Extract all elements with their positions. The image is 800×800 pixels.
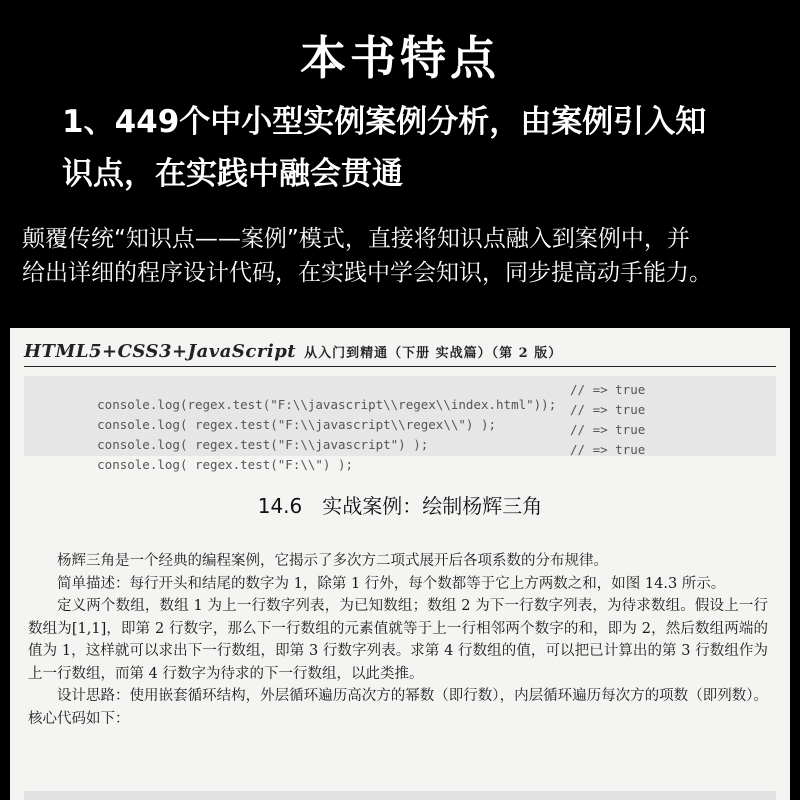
feature-heading — [62, 96, 762, 200]
code-line — [52, 382, 646, 412]
banner-title: 本书特点 — [300, 31, 500, 85]
feature-line: 识点，在实践中融会贯通 — [62, 156, 403, 192]
page-header — [24, 336, 776, 367]
paragraph: 设计思路：使用嵌套循环结构，外层循环遍历高次方的幂数（即行数），内层循环遍历每次方的项数（即列数）。核心代码如下： — [28, 688, 768, 727]
code-line — [52, 442, 646, 472]
code-text: console.log( regex.test("F:\\javascript") ); — [97, 437, 429, 452]
paragraph: 定义两个数组，数组 1 为上一行数字列表，为已知数组；数组 2 为下一行数字列表，为待求数组。假设上一行数组为[1,1]，即第 2 行数字，那么下一行数组的元素值就等于上一行相邻两个数字的和，即为 2，然后数组两端的值为 1，这样就可以求出下一行数组，即第 3 行数字列表。求第 4 行数组的值，可以把已计算出的第 3 行数组作为上一行数组，而第 4 行数字为待求的下一行数组，以此类推。 — [28, 598, 768, 682]
feature-line: 1、449个中小型实例案例分析，由案例引入知 — [62, 104, 707, 140]
paragraph: 杨辉三角是一个经典的编程案例，它揭示了多次方二项式展开后各项系数的分布规律。 — [57, 553, 608, 569]
code-comment: // => true — [570, 382, 646, 397]
description-line: 给出详细的程序设计代码，在实践中学会知识，同步提高动手能力。 — [22, 260, 712, 286]
code-comment: // => true — [570, 442, 646, 457]
section-title: 实战案例：绘制杨辉三角 — [322, 494, 543, 518]
code-line — [52, 422, 646, 452]
feature-description — [22, 222, 782, 290]
section-number: 14.6 — [257, 494, 303, 518]
code-block — [24, 376, 776, 472]
code-text: console.log( regex.test("F:\\javascript\\regex\\") ); — [97, 417, 497, 432]
body-text — [28, 550, 768, 730]
code-comment: // => true — [570, 422, 646, 437]
code-block-partial — [24, 791, 776, 800]
book-title: HTML5+CSS3+JavaScript — [24, 340, 297, 362]
section-heading — [10, 490, 790, 519]
code-line — [52, 402, 646, 432]
book-volume: 从入门到精通（下册 实战篇）（第 2 版） — [304, 345, 563, 361]
code-text: console.log(regex.test("F:\\javascript\\regex\\index.html")); — [97, 397, 557, 412]
description-line: 颠覆传统“知识点——案例”模式，直接将知识点融入到案例中，并 — [22, 226, 690, 252]
book-page-image — [10, 328, 790, 800]
code-comment: // => true — [570, 402, 646, 417]
paragraph: 简单描述：每行开头和结尾的数字为 1，除第 1 行外，每个数都等于它上方两数之和，如图 14.3 所示。 — [57, 575, 726, 592]
code-text: console.log( regex.test("F:\\") ); — [97, 457, 354, 472]
